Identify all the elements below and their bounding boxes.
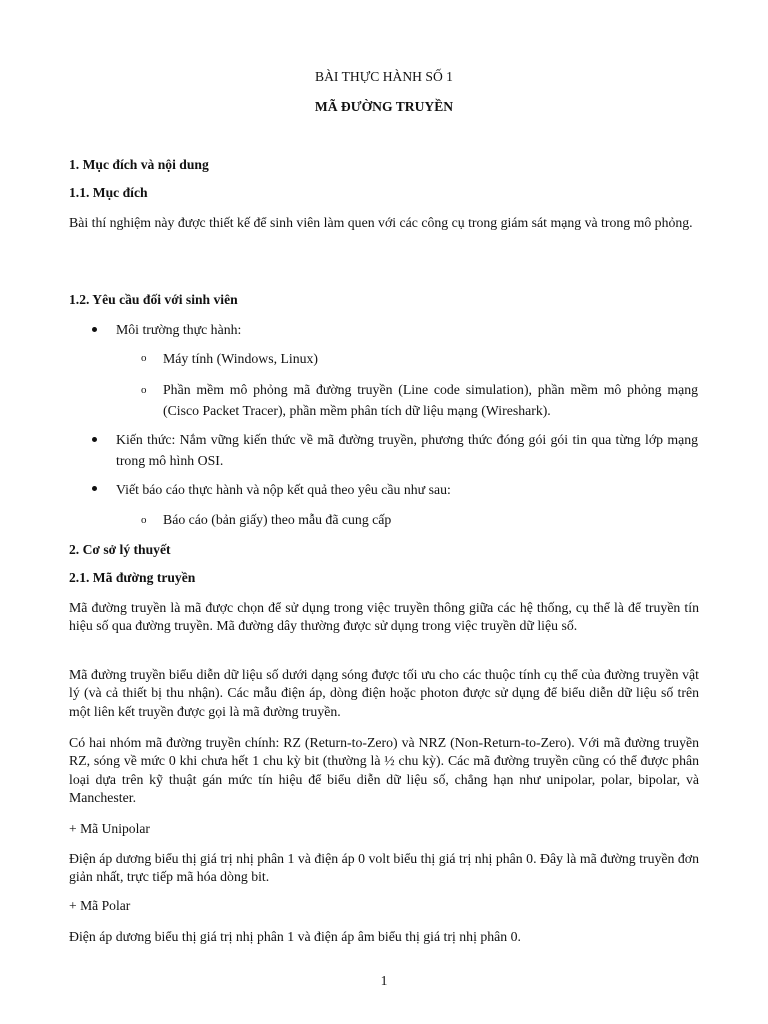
list-item: Môi trường thực hành: (116, 322, 242, 337)
polar-label: + Mã Polar (69, 898, 131, 913)
paragraph-polar: Điện áp dương biểu thị giá trị nhị phân 1 và điện áp âm biểu thị giá trị nhị phân 0. (69, 929, 521, 944)
heading-1-2: 1.2. Yêu cầu đối với sinh viên (69, 292, 238, 307)
sub-bullet-marker: o (141, 352, 147, 364)
paragraph-1: Mã đường truyền là mã được chọn để sử dụng trong việc truyền thông giữa các hệ thống, cụ thể là để truyền tín hiệu số qua đường truyền. Mã đường dây thường được sử dụng trong việc truyền dữ liệu số. (69, 600, 699, 634)
page-number: 1 (380, 973, 388, 988)
sub-list-item: Phần mềm mô phỏng mã đường truyền (Line code simulation), phần mềm mô phỏng mạng (Cisco Packet Tracer), phần mềm phân tích dữ liệu mạng (Wireshark). (163, 382, 698, 418)
list-item: Viết báo cáo thực hành và nộp kết quả theo yêu cầu như sau: (116, 482, 451, 497)
doc-subtitle: MÃ ĐƯỜNG TRUYỀN (314, 99, 454, 114)
sub-bullet-marker: o (141, 384, 147, 396)
list-item: Kiến thức: Nắm vững kiến thức về mã đường truyền, phương thức đóng gói gói tin qua từng lớp mạng trong mô hình OSI. (116, 432, 698, 468)
sub-bullet-marker: o (141, 514, 147, 526)
sub-list-item: Báo cáo (bản giấy) theo mẫu đã cung cấp (163, 512, 392, 527)
heading-1-1: 1.1. Mục đích (69, 185, 148, 200)
heading-1: 1. Mục đích và nội dung (69, 157, 209, 172)
unipolar-label: + Mã Unipolar (69, 821, 150, 836)
doc-title: BÀI THỰC HÀNH SỐ 1 (315, 69, 453, 84)
heading-2-1: 2.1. Mã đường truyền (69, 570, 196, 585)
sub-list-item: Máy tính (Windows, Linux) (163, 351, 319, 366)
paragraph-unipolar: Điện áp dương biểu thị giá trị nhị phân 1 và điện áp 0 volt biểu thị giá trị nhị phân 0. Đây là mã đường truyền đơn giản nhất, trực tiếp mã hóa dòng bit. (69, 851, 699, 885)
heading-2: 2. Cơ sở lý thuyết (69, 542, 171, 557)
bullet-dot (92, 327, 97, 332)
paragraph-3: Có hai nhóm mã đường truyền chính: RZ (Return-to-Zero) và NRZ (Non-Return-to-Zero). Với mã đường truyền RZ, sóng về mức 0 khi chưa hết 1 chu kỳ bit (thường là ½ chu kỳ). Các mã đường truyền cũng có thể được phân loại dựa trên kỹ thuật gán mức tín hiệu để biểu diễn dữ liệu số, chẳng hạn như unipolar, polar, bipolar, và Manchester. (69, 735, 699, 806)
paragraph-purpose: Bài thí nghiệm này được thiết kế để sinh viên làm quen với các công cụ trong giám sát mạng và trong mô phỏng. (69, 215, 693, 230)
bullet-dot (92, 437, 97, 442)
paragraph-2: Mã đường truyền biểu diễn dữ liệu số dưới dạng sóng được tối ưu cho các thuộc tính cụ thể của đường truyền vật lý (và cả thiết bị thu nhận). Các mẫu điện áp, dòng điện hoặc photon được sử dụng để biểu diễn dữ liệu số trên một liên kết truyền được gọi là mã đường truyền. (69, 667, 699, 719)
bullet-dot (92, 486, 97, 491)
